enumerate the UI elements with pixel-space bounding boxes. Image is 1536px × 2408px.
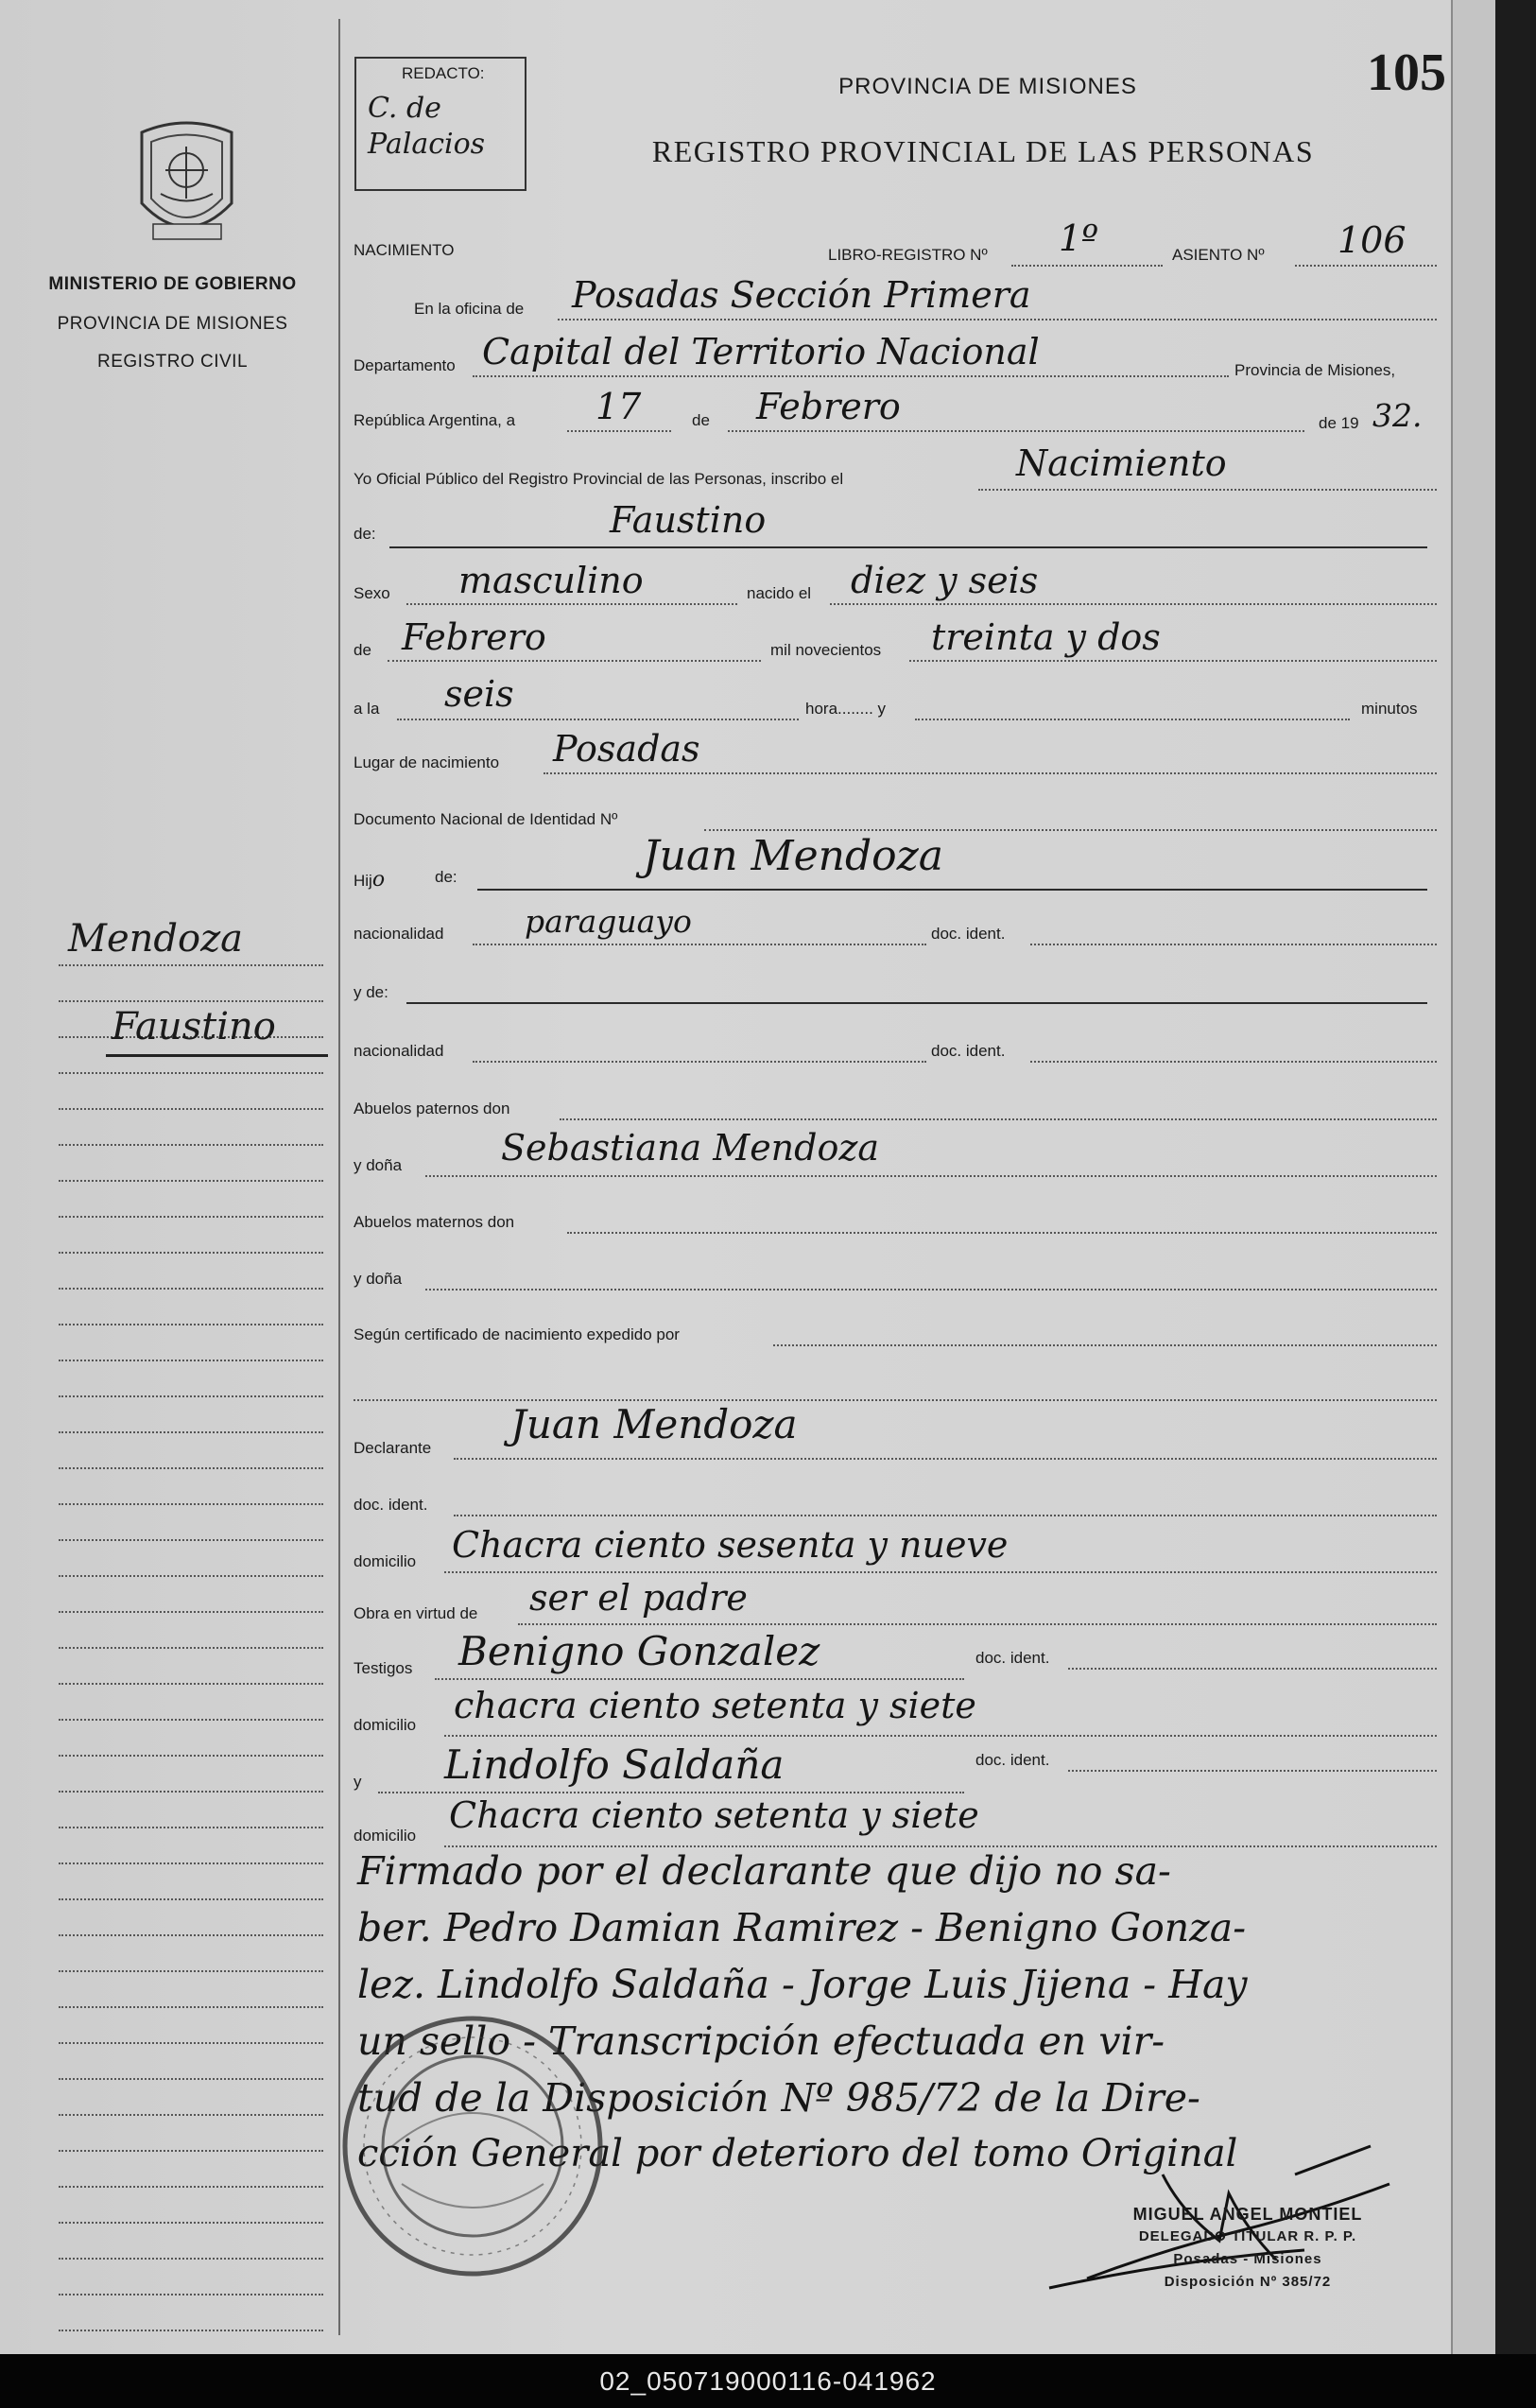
side-ruled-line — [59, 1216, 323, 1218]
side-ruled-line — [59, 1395, 323, 1397]
signer-place: Posadas - Misiones — [1173, 2251, 1322, 2267]
libro-line — [1011, 265, 1163, 267]
side-ruled-line — [59, 1180, 323, 1182]
side-ruled-line — [59, 1539, 323, 1541]
hora-value: seis — [444, 673, 514, 715]
footer-bar — [0, 2354, 1536, 2408]
domicilio2-line — [444, 1735, 1437, 1737]
abuelo-paterno-line — [560, 1118, 1437, 1120]
side-ruled-line — [59, 1934, 323, 1936]
docident5-line — [1068, 1770, 1437, 1772]
domicilio2-label: domicilio — [354, 1716, 417, 1734]
hijo-suffix: o — [371, 868, 386, 892]
side-ruled-line — [59, 2114, 323, 2116]
lugar-label: Lugar de nacimiento — [354, 754, 500, 771]
declarante-value: Juan Mendoza — [510, 1401, 798, 1447]
anio2-line — [909, 660, 1437, 662]
yde-label: y de: — [354, 983, 388, 1001]
minutos-label: minutos — [1361, 700, 1418, 718]
documento-line — [704, 829, 1437, 831]
side-ruled-line — [59, 1611, 323, 1613]
signature-block — [1068, 2203, 1427, 2294]
de3-label: de — [354, 641, 371, 659]
de2-label: de: — [354, 525, 376, 543]
mes-value: Febrero — [756, 386, 901, 427]
nacido-line — [830, 603, 1437, 605]
redacto-label: REDACTO: — [402, 64, 485, 82]
side-ruled-line — [59, 2258, 323, 2260]
obra-label: Obra en virtud de — [354, 1604, 478, 1622]
domicilio-value: Chacra ciento sesenta y nueve — [452, 1524, 1009, 1566]
footer-code: 02_050719000116-041962 — [599, 2365, 937, 2396]
provincia-label: Provincia de Misiones, — [1234, 361, 1396, 379]
ala-label: a la — [354, 700, 380, 718]
docident-label: doc. ident. — [931, 925, 1006, 943]
oficial-value: Nacimiento — [1016, 442, 1227, 484]
abuela-materna-line — [425, 1289, 1437, 1291]
minutos-line — [915, 719, 1350, 720]
hora-line — [397, 719, 799, 720]
nombre-line — [389, 546, 1427, 548]
redacto-signature — [368, 91, 485, 163]
side-ruled-line — [59, 1755, 323, 1757]
docident3-label: doc. ident. — [354, 1496, 428, 1514]
registry-title: REGISTRO PROVINCIAL DE LAS PERSONAS — [651, 134, 1315, 168]
testigo1-value: Benigno Gonzalez — [458, 1628, 820, 1674]
page-number: 105 — [1367, 43, 1446, 102]
oficina-label: En la oficina de — [414, 300, 525, 318]
nombre-value: Faustino — [610, 499, 767, 541]
mil-label: mil novecientos — [770, 641, 882, 659]
domicilio-label: domicilio — [354, 1552, 417, 1570]
libro-value: 1º — [1059, 217, 1099, 259]
asiento-value: 106 — [1338, 219, 1407, 261]
side-ruled-line — [59, 1108, 323, 1110]
y-label: y — [354, 1773, 362, 1791]
de-label: de — [692, 411, 710, 429]
ydona2-label: y doña — [354, 1270, 403, 1288]
side-ruled-line — [59, 1431, 323, 1433]
docident3-line — [454, 1515, 1437, 1516]
side-ruled-line — [59, 1144, 323, 1146]
obra-line — [518, 1623, 1437, 1625]
registry-subtitle: REGISTRO CIVIL — [96, 352, 249, 372]
hijo-de-label: de: — [435, 868, 457, 886]
side-ruled-line — [59, 1252, 323, 1254]
abuelos-paternos-label: Abuelos paternos don — [354, 1100, 510, 1117]
side-ruled-line — [59, 1288, 323, 1290]
ydona-label: y doña — [354, 1156, 403, 1174]
testigos-label: Testigos — [354, 1659, 413, 1677]
page-edge — [1451, 0, 1495, 2354]
side-ruled-line — [59, 1072, 323, 1074]
side-ruled-line — [59, 1827, 323, 1828]
nacido-value: diez y seis — [851, 560, 1039, 601]
side-ruled-line — [59, 1360, 323, 1361]
abuelo-materno-line — [567, 1232, 1437, 1234]
side-ruled-line — [59, 1683, 323, 1685]
declarante-line — [454, 1458, 1437, 1460]
mes2-line — [388, 660, 761, 662]
signer-disposition: Disposición Nº 385/72 — [1164, 2274, 1332, 2290]
side-ruled-line — [59, 1970, 323, 1972]
side-ruled-line — [59, 1898, 323, 1900]
lugar-value: Posadas — [553, 728, 700, 770]
docident-line — [1030, 944, 1437, 945]
dia-line — [567, 430, 671, 432]
departamento-value: Capital del Territorio Nacional — [482, 331, 1040, 372]
signer-title: DELEGADO TITULAR R. P. P. — [1138, 2228, 1357, 2244]
oficina-value: Posadas Sección Primera — [572, 274, 1031, 316]
mes2-value: Febrero — [402, 616, 546, 658]
side-ruled-line — [59, 2294, 323, 2295]
mes-line — [728, 430, 1304, 432]
nacionalidad2-label: nacionalidad — [354, 1042, 444, 1060]
declarante-label: Declarante — [354, 1439, 432, 1457]
oficina-line — [558, 319, 1437, 320]
oficial-line — [978, 489, 1437, 491]
side-ruled-line — [59, 1503, 323, 1505]
testigo1-line — [435, 1678, 964, 1680]
oficial-label: Yo Oficial Público del Registro Provincial de las Personas, inscribo el — [354, 470, 844, 488]
departamento-line — [473, 375, 1229, 377]
hijo-label — [354, 868, 385, 892]
padre-value: Juan Mendoza — [643, 832, 944, 880]
testigo2-line — [378, 1792, 964, 1793]
nacionalidad-label: nacionalidad — [354, 925, 444, 943]
testigo2-value: Lindolfo Saldaña — [444, 1741, 785, 1788]
side-ruled-line — [59, 2222, 323, 2224]
docident4-label: doc. ident. — [975, 1649, 1050, 1667]
side-surname: Mendoza — [68, 917, 243, 961]
documento-label: Documento Nacional de Identidad Nº — [354, 810, 618, 828]
signer-name: MIGUEL ANGEL MONTIEL — [1132, 2205, 1363, 2224]
side-ruled-line — [59, 1862, 323, 1864]
side-ruled-line — [59, 2150, 323, 2152]
redacto-line-2: Palacios — [368, 128, 486, 161]
official-seal-stamp-icon — [336, 2004, 610, 2288]
libro-label: LIBRO-REGISTRO Nº — [828, 246, 988, 264]
domicilio3-line — [444, 1845, 1437, 1847]
domicilio3-label: domicilio — [354, 1827, 417, 1845]
side-ruled-line — [59, 1575, 323, 1577]
note-line-4: un sello - Transcripción efectuada en vir- — [357, 2018, 1165, 2064]
abuelos-maternos-label: Abuelos maternos don — [354, 1213, 515, 1231]
note-line-1: Firmado por el declarante que dijo no sa- — [357, 1848, 1171, 1894]
side-ruled-line — [59, 2042, 323, 2044]
side-ruled-line — [59, 1000, 323, 1002]
side-ruled-line — [59, 1791, 323, 1793]
redacto-box — [354, 57, 526, 191]
obra-value: ser el padre — [529, 1577, 748, 1619]
nacionalidad-value: paraguayo — [525, 903, 692, 940]
side-ruled-line — [59, 2186, 323, 2188]
docident2-line — [1030, 1061, 1437, 1063]
abuela-paterna-value: Sebastiana Mendoza — [501, 1127, 880, 1169]
domicilio3-value: Chacra ciento setenta y siete — [449, 1794, 979, 1836]
note-line-2: ber. Pedro Damian Ramirez - Benigno Gonza- — [357, 1905, 1247, 1950]
madre-line — [406, 1002, 1427, 1004]
province-subtitle: PROVINCIA DE MISIONES — [57, 314, 288, 334]
sexo-value: masculino — [458, 560, 644, 601]
ministry-title: MINISTERIO DE GOBIERNO — [48, 274, 297, 294]
asiento-label: ASIENTO Nº — [1172, 246, 1265, 264]
nacido-label: nacido el — [747, 584, 812, 602]
note-line-6: cción General por deterioro del tomo Original — [357, 2132, 1238, 2175]
note-line-5: tud de la Disposición Nº 985/72 de la Dire- — [357, 2075, 1200, 2121]
docident5-label: doc. ident. — [975, 1751, 1050, 1769]
dia-value: 17 — [595, 386, 642, 427]
hora-label: hora........ y — [805, 700, 887, 718]
nacimiento-label: NACIMIENTO — [354, 241, 455, 259]
province-title: PROVINCIA DE MISIONES — [838, 74, 1137, 99]
padre-line — [477, 889, 1427, 891]
domicilio2-value: chacra ciento setenta y siete — [454, 1685, 976, 1726]
side-ruled-line — [59, 2078, 323, 2080]
side-ruled-line — [59, 1719, 323, 1721]
side-ruled-line — [59, 1324, 323, 1325]
side-ruled-line — [59, 964, 323, 966]
sexo-label: Sexo — [354, 584, 390, 602]
side-ruled-line — [59, 1467, 323, 1469]
side-given-name-underline — [106, 1054, 328, 1057]
anio2-value: treinta y dos — [931, 616, 1161, 658]
anio-label: de 19 — [1319, 414, 1359, 432]
side-given-name: Faustino — [112, 1005, 276, 1048]
side-ruled-line — [59, 2330, 323, 2331]
segun-label: Según certificado de nacimiento expedido por — [354, 1325, 680, 1343]
nacionalidad2-line — [473, 1061, 926, 1063]
side-ruled-line — [59, 2006, 323, 2008]
provincial-coat-of-arms-icon — [132, 118, 241, 251]
redacto-line-1: C. de — [368, 92, 441, 125]
domicilio-line — [444, 1571, 1437, 1573]
anio-value: 32. — [1372, 397, 1423, 434]
nacionalidad-line — [473, 944, 926, 945]
sexo-line — [406, 603, 737, 605]
segun-line — [773, 1344, 1437, 1346]
note-line-3: lez. Lindolfo Saldaña - Jorge Luis Jijena - Hay — [357, 1962, 1248, 2007]
docident4-line — [1068, 1668, 1437, 1670]
departamento-label: Departamento — [354, 356, 456, 374]
abuela-paterna-line — [425, 1175, 1437, 1177]
hijo-prefix: Hij — [354, 872, 372, 890]
lugar-line — [544, 772, 1437, 774]
side-ruled-line — [59, 1647, 323, 1649]
asiento-line — [1295, 265, 1437, 267]
docident2-label: doc. ident. — [931, 1042, 1006, 1060]
margin-rule — [338, 19, 340, 2335]
republica-label: República Argentina, a — [354, 411, 516, 429]
